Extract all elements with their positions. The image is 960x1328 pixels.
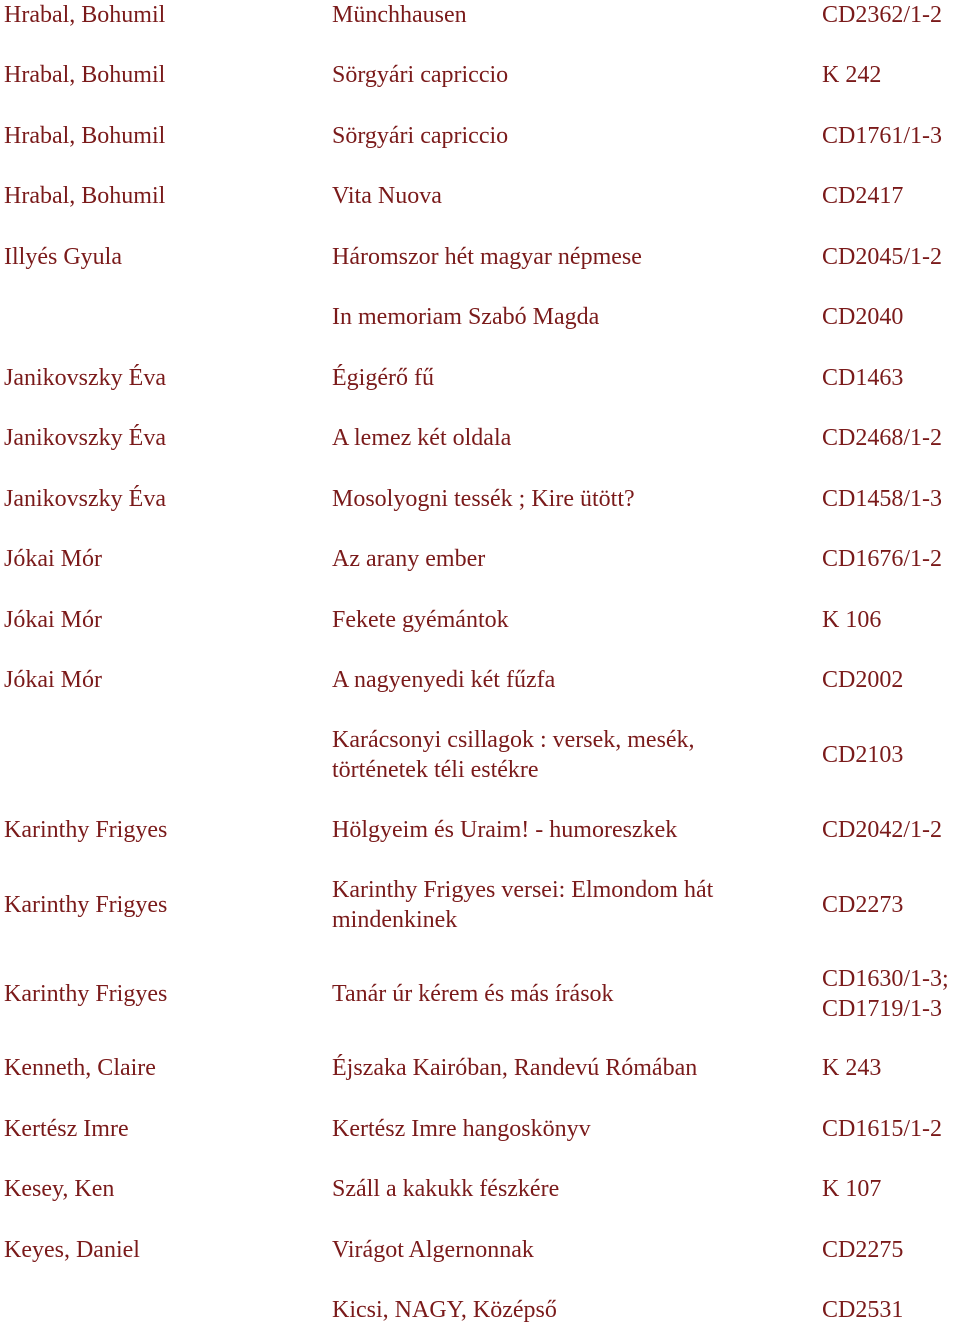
title-cell-line: In memoriam Szabó Magda	[332, 304, 600, 330]
code-cell-line: CD2045/1-2	[822, 244, 942, 270]
title-cell-line: Tanár úr kérem és más írások	[332, 981, 614, 1007]
title-cell-line: Háromszor hét magyar népmese	[332, 244, 642, 270]
title-cell-line: A lemez két oldala	[332, 425, 512, 451]
code-cell	[822, 1114, 942, 1144]
author-cell: Hrabal, Bohumil	[4, 123, 166, 149]
code-cell	[822, 815, 942, 845]
code-cell-line: CD2040	[822, 304, 904, 330]
code-cell	[822, 605, 881, 635]
title-cell-line: Sörgyári capriccio	[332, 123, 509, 149]
title-cell	[332, 363, 434, 393]
author-cell: Hrabal, Bohumil	[4, 62, 166, 88]
code-cell	[822, 302, 903, 332]
author-cell: Kesey, Ken	[4, 1176, 115, 1202]
author-cell: Jókai Mór	[4, 546, 102, 572]
author-cell: Janikovszky Éva	[4, 365, 166, 391]
author-cell: Illyés Gyula	[4, 244, 122, 270]
code-cell-line: K 107	[822, 1176, 882, 1202]
code-cell	[822, 423, 942, 453]
author-cell: Janikovszky Éva	[4, 425, 166, 451]
author-cell: Jókai Mór	[4, 607, 102, 633]
title-cell-line: Száll a kakukk fészkére	[332, 1176, 560, 1202]
code-cell	[822, 1053, 881, 1083]
code-cell-line: CD2275	[822, 1237, 904, 1263]
title-cell-line: Virágot Algernonnak	[332, 1237, 534, 1263]
code-cell	[822, 544, 942, 574]
author-cell: Karinthy Frigyes	[4, 817, 168, 843]
title-cell-line: Éjszaka Kairóban, Randevú Rómában	[332, 1055, 698, 1081]
code-cell	[822, 121, 942, 151]
code-cell	[822, 60, 881, 90]
code-cell	[822, 1174, 881, 1204]
code-cell-line: CD2531	[822, 1297, 904, 1323]
code-cell-line: CD1458/1-3	[822, 486, 942, 512]
code-cell-line: CD1676/1-2	[822, 546, 942, 572]
code-cell-line: CD1630/1-3;	[822, 966, 949, 992]
title-cell	[332, 423, 511, 453]
title-cell-line: Égigérő fű	[332, 365, 434, 391]
code-cell-line: K 106	[822, 607, 882, 633]
title-cell-line: Hölgyeim és Uraim! - humoreszkek	[332, 817, 678, 843]
code-cell-line: CD2273	[822, 892, 904, 918]
title-cell	[332, 544, 485, 574]
title-cell	[332, 1174, 559, 1204]
author-cell: Karinthy Frigyes	[4, 981, 168, 1007]
title-cell	[332, 60, 508, 90]
title-cell-line: Karácsonyi csillagok : versek, mesék,	[332, 727, 695, 753]
code-cell-line: CD2417	[822, 183, 904, 209]
code-cell-line: K 242	[822, 62, 882, 88]
author-cell: Jókai Mór	[4, 667, 102, 693]
title-cell	[332, 484, 635, 514]
title-cell	[332, 1053, 697, 1083]
author-cell: Janikovszky Éva	[4, 486, 166, 512]
code-cell-line: CD1761/1-3	[822, 123, 942, 149]
code-cell	[822, 964, 949, 1024]
title-cell-line: Kicsi, NAGY, Középső	[332, 1297, 557, 1323]
title-cell-line: történetek téli estékre	[332, 757, 539, 783]
title-cell	[332, 979, 614, 1009]
author-cell: Kertész Imre	[4, 1116, 129, 1142]
code-cell	[822, 665, 903, 695]
author-cell: Hrabal, Bohumil	[4, 2, 166, 28]
title-cell	[332, 605, 509, 635]
code-cell-line: CD1463	[822, 365, 904, 391]
title-cell	[332, 1235, 534, 1265]
code-cell-line: K 243	[822, 1055, 882, 1081]
title-cell	[332, 121, 508, 151]
code-cell	[822, 890, 903, 920]
code-cell-line: CD2362/1-2	[822, 2, 942, 28]
title-cell-line: Münchhausen	[332, 2, 467, 28]
title-cell	[332, 815, 677, 845]
title-cell	[332, 0, 467, 30]
author-cell: Hrabal, Bohumil	[4, 183, 166, 209]
title-cell-line: Mosolyogni tessék ; Kire ütött?	[332, 486, 635, 512]
code-cell	[822, 363, 903, 393]
code-cell-line: CD2002	[822, 667, 904, 693]
title-cell-line: mindenkinek	[332, 907, 458, 933]
author-cell: Karinthy Frigyes	[4, 892, 168, 918]
code-cell	[822, 1235, 903, 1265]
code-cell	[822, 740, 903, 770]
code-cell-line: CD1719/1-3	[822, 996, 942, 1022]
title-cell	[332, 1295, 557, 1325]
title-cell-line: Karinthy Frigyes versei: Elmondom hát	[332, 877, 714, 903]
title-cell-line: Vita Nuova	[332, 183, 442, 209]
author-cell: Kenneth, Claire	[4, 1055, 156, 1081]
author-cell: Keyes, Daniel	[4, 1237, 140, 1263]
title-cell	[332, 242, 642, 272]
title-cell-line: Fekete gyémántok	[332, 607, 509, 633]
code-cell-line: CD2042/1-2	[822, 817, 942, 843]
title-cell	[332, 181, 442, 211]
title-cell	[332, 302, 599, 332]
title-cell-line: Kertész Imre hangoskönyv	[332, 1116, 591, 1142]
title-cell-line: Az arany ember	[332, 546, 486, 572]
code-cell-line: CD2103	[822, 742, 904, 768]
code-cell	[822, 181, 903, 211]
code-cell	[822, 242, 942, 272]
title-cell	[332, 875, 713, 935]
title-cell-line: A nagyenyedi két fűzfa	[332, 667, 556, 693]
title-cell	[332, 725, 695, 785]
title-cell	[332, 665, 555, 695]
code-cell	[822, 484, 942, 514]
title-cell-line: Sörgyári capriccio	[332, 62, 509, 88]
title-cell	[332, 1114, 591, 1144]
code-cell	[822, 1295, 903, 1325]
code-cell	[822, 0, 942, 30]
code-cell-line: CD1615/1-2	[822, 1116, 942, 1142]
code-cell-line: CD2468/1-2	[822, 425, 942, 451]
